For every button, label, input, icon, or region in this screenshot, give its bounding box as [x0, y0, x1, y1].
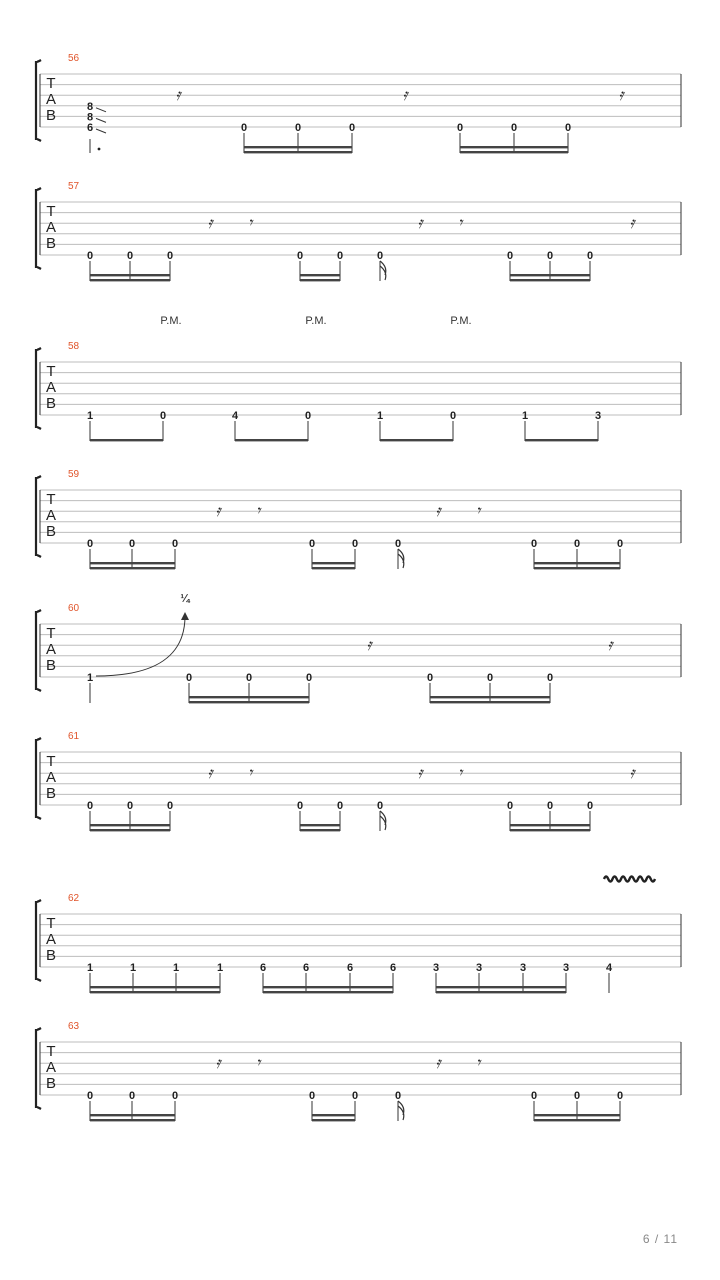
palm-mute-label: P.M.	[305, 315, 327, 327]
rest-symbol: 𝄾	[247, 213, 253, 232]
note-beam	[534, 1114, 620, 1116]
note-beam	[189, 701, 309, 703]
bend-amount-label: ¼	[180, 593, 190, 605]
slide-out-mark	[96, 129, 106, 133]
tab-clef-letter: B	[45, 657, 57, 674]
note-beam	[90, 986, 220, 988]
tab-clef-letter: A	[45, 91, 57, 108]
note-beam	[430, 696, 550, 698]
fret-number: 0	[376, 250, 384, 262]
fret-number: 0	[546, 672, 554, 684]
note-beam	[534, 562, 620, 564]
fret-number: 0	[305, 672, 313, 684]
tab-clef-letter: A	[45, 379, 57, 396]
note-beam	[300, 274, 340, 276]
tab-clef-letter: A	[45, 1059, 57, 1076]
fret-number: 3	[562, 962, 570, 974]
dot-augmentation	[98, 148, 101, 151]
note-beam	[244, 151, 352, 153]
fret-number: 0	[486, 672, 494, 684]
fret-number: 6	[302, 962, 310, 974]
measure-number: 62	[68, 893, 80, 904]
note-beam	[235, 439, 308, 441]
bend-curve	[96, 616, 185, 676]
fret-number: 1	[521, 410, 529, 422]
note-beam	[460, 151, 568, 153]
tab-clef-letter: B	[45, 395, 57, 412]
fret-number: 0	[426, 672, 434, 684]
note-beam	[90, 279, 170, 281]
note-flag	[398, 549, 404, 568]
fret-number: 0	[336, 800, 344, 812]
rest-symbol: 𝄾	[475, 501, 481, 520]
rest-symbol: 𝄿	[215, 501, 221, 520]
measure-number: 61	[68, 731, 80, 742]
fret-number: 0	[586, 800, 594, 812]
tab-clef-letter: A	[45, 769, 57, 786]
rest-symbol: 𝄾	[247, 763, 253, 782]
note-beam	[189, 696, 309, 698]
rest-symbol: 𝄾	[457, 763, 463, 782]
fret-number: 0	[449, 410, 457, 422]
fret-number: 0	[530, 1090, 538, 1102]
note-beam	[90, 991, 220, 993]
fret-number: 0	[506, 800, 514, 812]
slide-out-mark	[96, 108, 106, 112]
note-beam	[534, 567, 620, 569]
tab-system-57	[36, 181, 681, 281]
note-flag	[380, 261, 386, 280]
rest-symbol: 𝄾	[457, 213, 463, 232]
fret-number: 1	[129, 962, 137, 974]
fret-number: 0	[166, 800, 174, 812]
measure-number: 58	[68, 341, 80, 352]
fret-number: 0	[506, 250, 514, 262]
note-beam	[312, 1114, 355, 1116]
note-flag	[398, 1101, 404, 1120]
fret-number: 0	[304, 410, 312, 422]
note-beam	[300, 279, 340, 281]
fret-number: 1	[86, 410, 94, 422]
tab-clef-letter: A	[45, 219, 57, 236]
tab-system-62	[36, 877, 681, 994]
fret-number: 0	[351, 538, 359, 550]
measure-number: 56	[68, 53, 80, 64]
note-beam	[312, 562, 355, 564]
fret-number: 0	[86, 538, 94, 550]
note-beam	[525, 439, 598, 441]
fret-number: 0	[171, 538, 179, 550]
palm-mute-label: P.M.	[450, 315, 472, 327]
rest-symbol: 𝄾	[475, 1053, 481, 1072]
fret-number: 6	[86, 122, 94, 134]
fret-number: 1	[216, 962, 224, 974]
tab-clef-letter: A	[45, 641, 57, 658]
fret-number: 6	[346, 962, 354, 974]
tab-clef-letter: T	[46, 75, 56, 92]
rest-symbol: 𝄿	[402, 85, 408, 104]
note-beam	[300, 824, 340, 826]
fret-number: 0	[240, 122, 248, 134]
fret-number: 1	[172, 962, 180, 974]
fret-number: 0	[159, 410, 167, 422]
tab-system-59	[36, 469, 681, 569]
fret-number: 6	[259, 962, 267, 974]
rest-symbol: 𝄿	[629, 213, 635, 232]
fret-number: 0	[376, 800, 384, 812]
tab-clef-letter: B	[45, 523, 57, 540]
note-beam	[430, 701, 550, 703]
note-beam	[510, 829, 590, 831]
fret-number: 4	[231, 410, 239, 422]
fret-number: 0	[530, 538, 538, 550]
tab-clef-letter: A	[45, 931, 57, 948]
bend-arrowhead	[181, 612, 189, 620]
fret-number: 0	[394, 538, 402, 550]
fret-number: 0	[616, 538, 624, 550]
fret-number: 0	[586, 250, 594, 262]
fret-number: 0	[394, 1090, 402, 1102]
note-beam	[90, 1114, 175, 1116]
tab-clef-letter: T	[46, 753, 56, 770]
fret-number: 0	[294, 122, 302, 134]
fret-number: 0	[308, 538, 316, 550]
tab-clef-letter: B	[45, 107, 57, 124]
fret-number: 0	[128, 538, 136, 550]
rest-symbol: 𝄿	[435, 501, 441, 520]
note-beam	[90, 1119, 175, 1121]
tab-clef-letter: T	[46, 203, 56, 220]
fret-number: 0	[456, 122, 464, 134]
note-flag	[380, 811, 386, 830]
rest-symbol: 𝄿	[629, 763, 635, 782]
fret-number: 0	[546, 800, 554, 812]
tab-system-60	[36, 593, 681, 703]
fret-number: 0	[86, 250, 94, 262]
vibrato-line	[604, 877, 655, 882]
tab-system-63	[36, 1021, 681, 1121]
fret-number: 0	[171, 1090, 179, 1102]
note-beam	[244, 146, 352, 148]
fret-number: 0	[564, 122, 572, 134]
note-beam	[510, 279, 590, 281]
fret-number: 0	[245, 672, 253, 684]
rest-symbol: 𝄿	[417, 213, 423, 232]
measure-number: 63	[68, 1021, 80, 1032]
fret-number: 0	[351, 1090, 359, 1102]
rest-symbol: 𝄿	[607, 635, 613, 654]
rest-symbol: 𝄿	[215, 1053, 221, 1072]
fret-number: 3	[519, 962, 527, 974]
fret-number: 0	[296, 250, 304, 262]
note-beam	[312, 1119, 355, 1121]
note-beam	[436, 986, 566, 988]
note-beam	[534, 1119, 620, 1121]
note-beam	[263, 991, 393, 993]
fret-number: 0	[166, 250, 174, 262]
tab-clef-letter: T	[46, 363, 56, 380]
tab-system-56	[36, 53, 681, 153]
tab-clef-letter: T	[46, 915, 56, 932]
tab-clef-letter: T	[46, 1043, 56, 1060]
slide-out-mark	[96, 118, 106, 122]
fret-number: 0	[308, 1090, 316, 1102]
tab-clef-letter: B	[45, 785, 57, 802]
tab-clef-letter: B	[45, 235, 57, 252]
note-beam	[263, 986, 393, 988]
note-beam	[312, 567, 355, 569]
note-beam	[380, 439, 453, 441]
note-beam	[436, 991, 566, 993]
tab-clef-letter: A	[45, 507, 57, 524]
fret-number: 0	[573, 1090, 581, 1102]
rest-symbol: 𝄿	[207, 213, 213, 232]
fret-number: 3	[594, 410, 602, 422]
fret-number: 0	[126, 250, 134, 262]
fret-number: 1	[86, 672, 94, 684]
note-beam	[90, 439, 163, 441]
note-beam	[90, 567, 175, 569]
note-beam	[90, 274, 170, 276]
fret-number: 0	[616, 1090, 624, 1102]
tab-system-58	[36, 315, 681, 441]
palm-mute-label: P.M.	[160, 315, 182, 327]
rest-symbol: 𝄿	[435, 1053, 441, 1072]
rest-symbol: 𝄿	[207, 763, 213, 782]
fret-number: 0	[126, 800, 134, 812]
fret-number: 0	[510, 122, 518, 134]
fret-number: 6	[389, 962, 397, 974]
tab-clef-letter: B	[45, 947, 57, 964]
fret-number: 0	[573, 538, 581, 550]
rest-symbol: 𝄾	[255, 1053, 261, 1072]
fret-number: 0	[348, 122, 356, 134]
fret-number: 3	[475, 962, 483, 974]
fret-number: 0	[546, 250, 554, 262]
fret-number: 0	[336, 250, 344, 262]
note-beam	[90, 824, 170, 826]
fret-number: 1	[86, 962, 94, 974]
tab-clef-letter: T	[46, 491, 56, 508]
rest-symbol: 𝄿	[366, 635, 372, 654]
note-beam	[460, 146, 568, 148]
tab-clef-letter: B	[45, 1075, 57, 1092]
fret-number: 0	[86, 1090, 94, 1102]
note-beam	[510, 274, 590, 276]
fret-number: 0	[296, 800, 304, 812]
measure-number: 60	[68, 603, 80, 614]
fret-number: 8	[86, 100, 94, 113]
tab-system-61	[36, 731, 681, 831]
note-beam	[90, 562, 175, 564]
fret-number: 4	[605, 962, 613, 974]
fret-number: 0	[86, 800, 94, 812]
rest-symbol: 𝄿	[618, 85, 624, 104]
rest-symbol: 𝄾	[255, 501, 261, 520]
fret-number: 3	[432, 962, 440, 974]
page-number: 6 / 11	[642, 1232, 678, 1246]
tab-clef-letter: T	[46, 625, 56, 642]
rest-symbol: 𝄿	[175, 85, 181, 104]
measure-number: 57	[68, 181, 80, 192]
fret-number: 0	[185, 672, 193, 684]
note-beam	[300, 829, 340, 831]
note-beam	[90, 829, 170, 831]
fret-number: 1	[376, 410, 384, 422]
note-beam	[510, 824, 590, 826]
rest-symbol: 𝄿	[417, 763, 423, 782]
measure-number: 59	[68, 469, 80, 480]
fret-number: 0	[128, 1090, 136, 1102]
fret-number: 8	[86, 111, 94, 124]
